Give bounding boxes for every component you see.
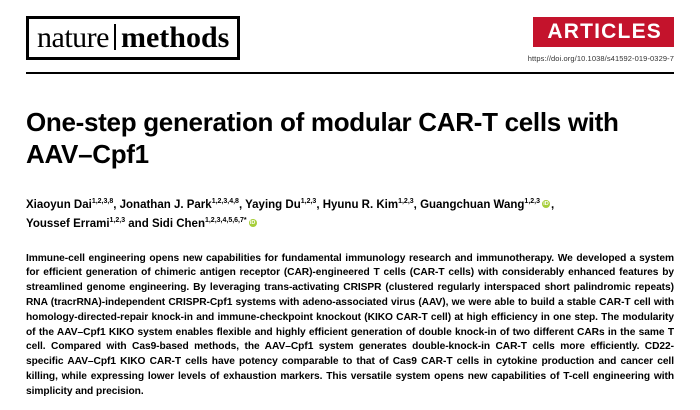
author-name[interactable]: Sidi Chen <box>151 218 205 231</box>
journal-logo <box>26 16 240 60</box>
author-list <box>26 196 674 233</box>
page-title: One-step generation of modular CAR-T cells with AAV–Cpf1 <box>26 107 619 169</box>
author-name[interactable]: Xiaoyun Dai <box>26 199 92 212</box>
author-line-1: Xiaoyun Dai$^{1,2,3,8}$, Jonathan J. Park$^{1,2,3,4,8}$, Yaying Du$^{1,2,3}$, Hyunu R. Kim$^{1,2,3}$, Guangchuan Wang$^{1,2,3}$ iD , <box>26 196 674 215</box>
author-affiliation-marker: 1,2,3 <box>524 198 540 206</box>
author-name[interactable]: Yaying Du <box>245 199 301 212</box>
section-label: ARTICLES <box>533 17 674 47</box>
masthead <box>26 0 674 62</box>
author-name[interactable]: Jonathan J. Park <box>119 199 212 212</box>
journal-logo-nature: nature <box>37 21 109 54</box>
header-rule <box>26 72 674 74</box>
author-affiliation-marker: 1,2,3,4,8 <box>211 198 239 206</box>
author-line-2: Youssef Errami$^{1,2,3}$ and Sidi Chen$^{1,2,3,4,5,6,7*}$iD <box>26 215 674 234</box>
author-affiliation-marker: 1,2,3 <box>398 198 414 206</box>
journal-logo-methods: methods <box>120 21 230 54</box>
orcid-icon[interactable] <box>542 200 550 208</box>
author-affiliation-marker: 1,2,3 <box>109 217 126 225</box>
author-name[interactable]: Guangchuan Wang <box>420 199 525 212</box>
journal-logo-divider <box>114 24 116 50</box>
abstract-text: Immune-cell engineering opens new capabilities for fundamental immunology research and immunotherapy. We developed a system for efficient generation of chimeric antigen receptor (CAR)-engineered T cells (CAR-T cells) with considerably enhanced features by streamlined genome engineering. By leveraging trans-activating CRISPR (clustered regularly interspaced short palindromic repeats) RNA (tracrRNA)-independent CRISPR-Cpf1 systems with adeno-associated virus (AAV), we were able to build a stable CAR-T cell with homology-directed-repair knock-in and immune-checkpoint knockout (KIKO CAR-T cell) at high efficiency in one step. The modularity of the AAV–Cpf1 KIKO system enables flexible and highly efficient generation of double knock-in of two different CARs in the same T cell. Compared with Cas9-based methods, the AAV–Cpf1 system generates double-knock-in CAR-T cells more efficiently. CD22-specific AAV–Cpf1 KIKO CAR-T cells have potency comparable to that of Cas9 CAR-T cells in cytokine production and cancer cell killing, while expressing lower levels of exhaustion markers. This versatile system opens new capabilities of T-cell engineering with simplicity and precision. <box>26 252 674 397</box>
author-name[interactable]: Youssef Errami <box>26 218 110 231</box>
author-affiliation-marker: 1,2,3 <box>300 198 317 206</box>
author-affiliation-marker: 1,2,3,4,5,6,7* <box>204 217 247 225</box>
author-name[interactable]: Hyunu R. Kim <box>322 199 399 212</box>
doi-link[interactable]: https://doi.org/10.1038/s41592-019-0329-7 <box>527 54 674 64</box>
orcid-icon[interactable] <box>249 219 257 227</box>
section-header <box>528 16 674 63</box>
author-affiliation-marker: 1,2,3,8 <box>91 198 114 206</box>
